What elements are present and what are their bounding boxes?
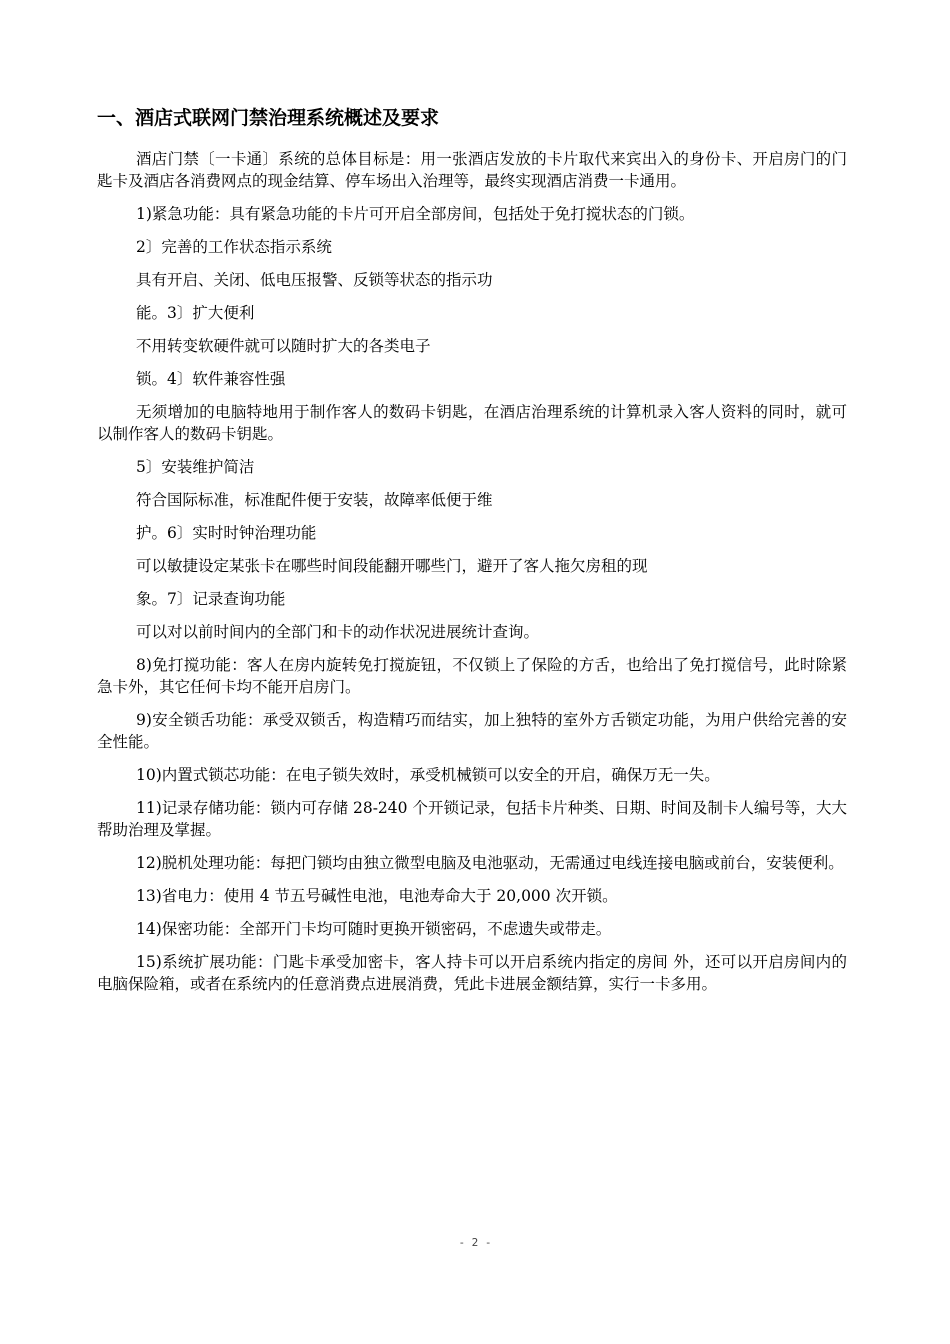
paragraph: 10)内置式锁芯功能：在电子锁失效时，承受机械锁可以安全的开启，确保万无一失。 <box>136 766 720 784</box>
paragraph: 象。7〕记录查询功能 <box>136 590 286 608</box>
paragraph: 可以对以前时间内的全部门和卡的动作状况进展统计查询。 <box>136 623 540 641</box>
body-text <box>97 148 847 1006</box>
paragraph: 5〕安装维护简洁 <box>136 458 255 476</box>
paragraph: 9)安全锁舌功能：承受双锁舌，构造精巧而结实，加上独特的室外方舌锁定功能，为用户供给完善的安全性能。 <box>97 711 847 751</box>
paragraph: 具有开启、关闭、低电压报警、反锁等状态的指示功 <box>136 271 493 289</box>
paragraph: 12)脱机处理功能：每把门锁均由独立微型电脑及电池驱动，无需通过电线连接电脑或前台，安装便利。 <box>136 854 844 872</box>
paragraph: 13)省电力：使用 4 节五号碱性电池，电池寿命大于 20,000 次开锁。 <box>136 887 618 905</box>
paragraph: 锁。4〕软件兼容性强 <box>136 370 286 388</box>
paragraph: 可以敏捷设定某张卡在哪些时间段能翻开哪些门，避开了客人拖欠房租的现 <box>136 557 648 575</box>
paragraph: 护。6〕实时时钟治理功能 <box>136 524 317 542</box>
paragraph: 不用转变软硬件就可以随时扩大的各类电子 <box>136 337 431 355</box>
paragraph: 2〕完善的工作状态指示系统 <box>136 238 332 256</box>
paragraph: 15)系统扩展功能：门匙卡承受加密卡，客人持卡可以开启系统内指定的房间 外，还可以开启房间内的电脑保险箱，或者在系统内的任意消费点进展消费，凭此卡进展金额结算，实行一卡多用。 <box>97 953 847 993</box>
paragraph: 1)紧急功能：具有紧急功能的卡片可开启全部房间，包括处于免打搅状态的门锁。 <box>136 205 695 223</box>
paragraph: 8)免打搅功能：客人在房内旋转免打搅旋钮，不仅锁上了保险的方舌，也给出了免打搅信号，此时除紧急卡外，其它任何卡均不能开启房门。 <box>97 656 847 696</box>
paragraph: 无须增加的电脑特地用于制作客人的数码卡钥匙，在酒店治理系统的计算机录入客人资料的同时，就可以制作客人的数码卡钥匙。 <box>97 403 847 443</box>
paragraph: 14)保密功能：全部开门卡均可随时更换开锁密码，不虑遗失或带走。 <box>136 920 612 938</box>
page-number: - 2 - <box>458 1236 492 1249</box>
paragraph: 能。3〕扩大便利 <box>136 304 255 322</box>
paragraph: 符合国际标准，标准配件便于安装，故障率低便于维 <box>136 491 493 509</box>
section-heading: 一、酒店式联网门禁治理系统概述及要求 <box>97 107 440 129</box>
paragraph: 11)记录存储功能：锁内可存储 28-240 个开锁记录，包括卡片种类、日期、时间及制卡人编号等，大大帮助治理及掌握。 <box>97 799 847 839</box>
paragraph: 酒店门禁〔一卡通〕系统的总体目标是：用一张酒店发放的卡片取代来宾出入的身份卡、开启房门的门匙卡及酒店各消费网点的现金结算、停车场出入治理等，最终实现酒店消费一卡通用。 <box>97 150 847 190</box>
